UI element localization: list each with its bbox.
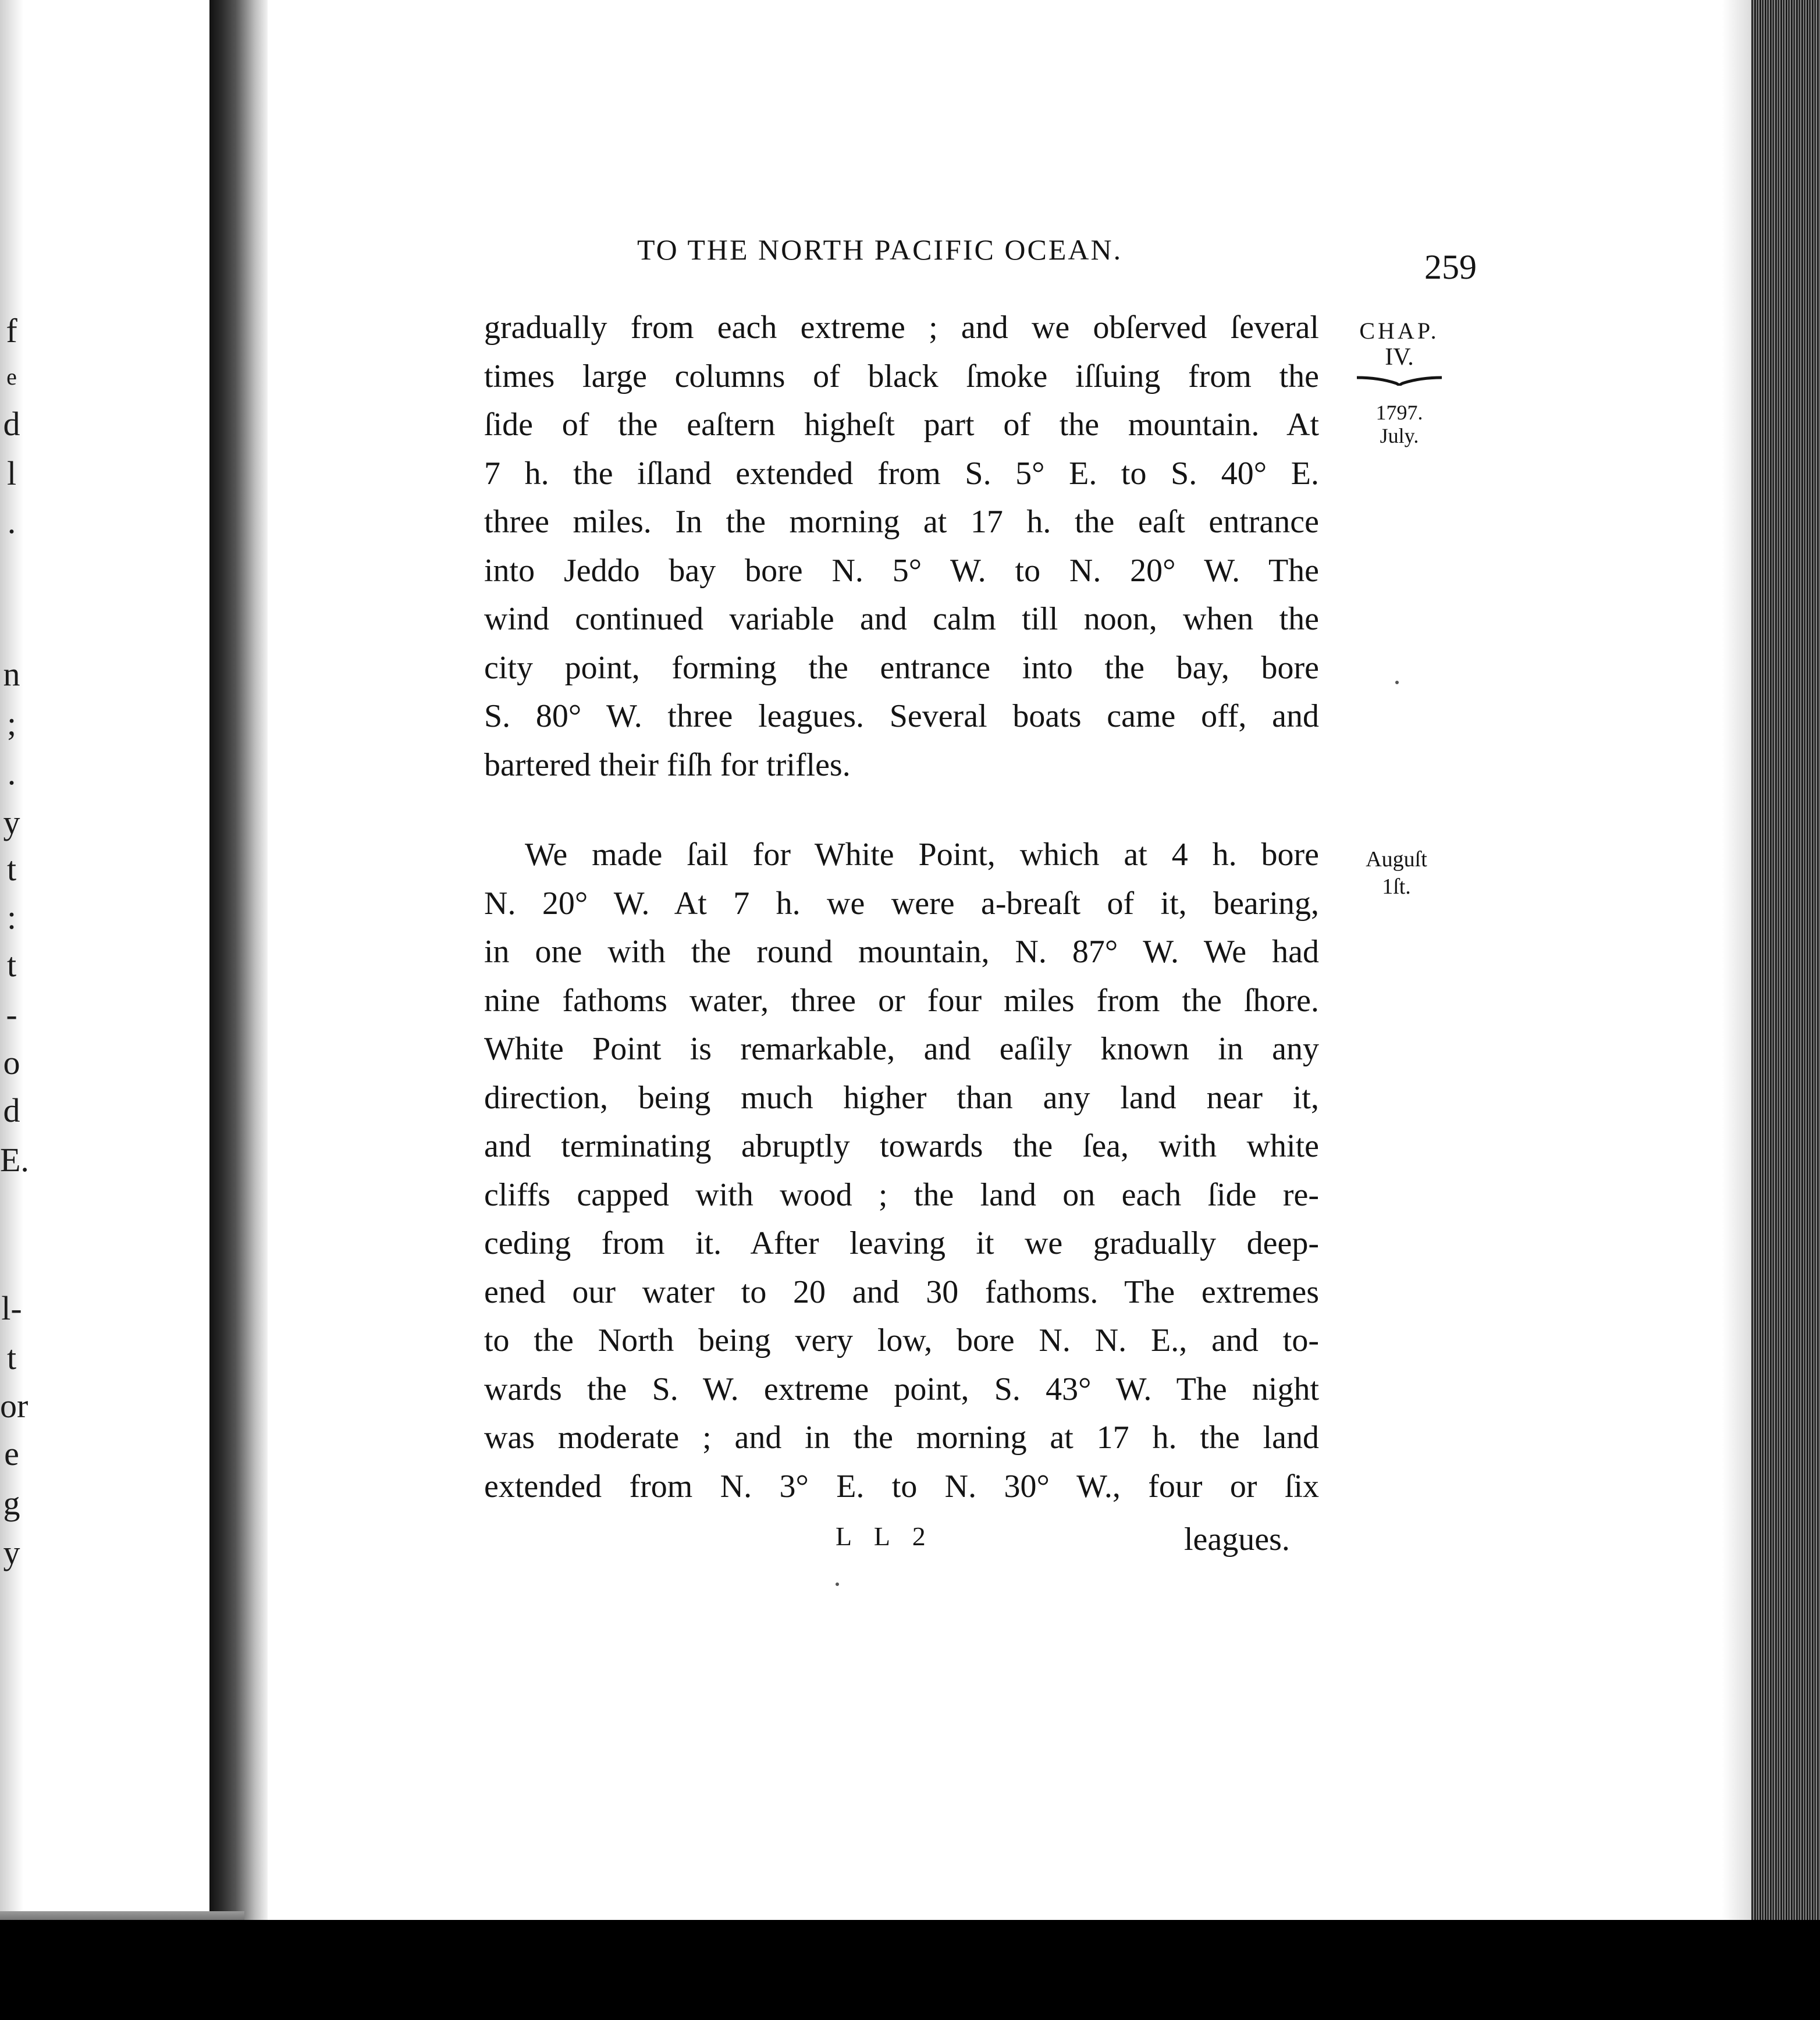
left-page-fragment: d — [3, 405, 20, 443]
margin-year: 1797. — [1375, 401, 1423, 424]
left-page-fragment: f — [6, 312, 17, 350]
left-page-fragment: : — [6, 898, 17, 936]
text-line: was moderate ; and in the morning at 17 h. the land — [484, 1420, 1319, 1456]
text-line: three miles. In the morning at 17 h. the eaſt entrance — [484, 504, 1319, 540]
text-line: S. 80° W. three leagues. Several boats came off, and — [484, 698, 1319, 734]
left-page-fragment: e — [4, 1435, 19, 1473]
text-line: We made ſail for White Point, which at 4 h. bore — [525, 837, 1319, 873]
margin-month: July. — [1380, 424, 1419, 447]
text-line: nine fathoms water, three or four miles from the ſhore. — [484, 982, 1319, 1019]
text-line: wards the S. W. extreme point, S. 43° W. The night — [484, 1371, 1319, 1407]
running-head: TO THE NORTH PACIFIC OCEAN. — [637, 233, 1123, 266]
left-page-fragment: - — [6, 995, 17, 1033]
text-line: to the North being very low, bore N. N. E., and to- — [484, 1322, 1319, 1358]
text-line: wind continued variable and calm till noon, when the — [484, 601, 1319, 637]
text-line: extended from N. 3° E. to N. 30° W., four or ſix — [484, 1468, 1319, 1505]
signature-mark: L L 2 — [836, 1521, 934, 1551]
brace-ornament-icon — [1356, 375, 1443, 386]
margin-august-day: 1ſt. — [1382, 874, 1411, 899]
left-page-fragment: g — [3, 1484, 20, 1522]
page-number: 259 — [1424, 248, 1477, 286]
text-line: ened our water to 20 and 30 fathoms. The extremes — [484, 1274, 1319, 1310]
book-fore-edge — [1751, 0, 1820, 1949]
left-page-fragment: l — [6, 454, 17, 492]
left-page-fragment: ; — [6, 705, 17, 742]
left-page-fragment: t — [6, 1339, 17, 1377]
left-page-fragment: . — [7, 754, 16, 792]
scan-bottom-background — [0, 1920, 1820, 2020]
margin-chapter-number: IV. — [1385, 344, 1414, 371]
left-page-fragment: E. — [0, 1141, 29, 1179]
text-line: White Point is remarkable, and eaſily known in any — [484, 1031, 1319, 1067]
text-line: cliffs capped with wood ; the land on each ſide re- — [484, 1176, 1319, 1213]
text-line: direction, being much higher than any land near it, — [484, 1079, 1319, 1116]
left-page-fragment: n — [3, 655, 20, 693]
text-line: and terminating abruptly towards the ſea, with white — [484, 1128, 1319, 1164]
left-page-fragment: o — [3, 1044, 20, 1082]
margin-august-label: Auguſt — [1366, 847, 1427, 872]
left-page-fragment: . — [7, 503, 16, 540]
text-line: city point, forming the entrance into the bay, bore — [484, 649, 1319, 686]
left-page-fragment: y — [3, 1534, 20, 1571]
text-line: gradually from each extreme ; and we obſerved ſeveral — [484, 310, 1319, 346]
text-line: into Jeddo bay bore N. 5° W. to N. 20° W. The — [484, 552, 1319, 589]
text-line: ſide of the eaſtern higheſt part of the mountain. At — [484, 407, 1319, 443]
catchword: leagues. — [1184, 1521, 1290, 1557]
text-line: in one with the round mountain, N. 87° W. We had — [484, 934, 1319, 970]
left-page-fragment: t — [6, 946, 17, 984]
margin-chapter-label: CHAP. — [1359, 318, 1439, 344]
text-line: 7 h. the iſland extended from S. 5° E. to S. 40° E. — [484, 455, 1319, 492]
scan-speck — [836, 1582, 839, 1586]
paragraph-2 — [484, 831, 1319, 1511]
left-page-fragment: d — [3, 1091, 20, 1129]
text-line: times large columns of black ſmoke iſſuing from the — [484, 358, 1319, 394]
text-line: N. 20° W. At 7 h. we were a-breaſt of it, bearing, — [484, 885, 1319, 922]
text-line: ceding from it. After leaving it we gradually deep- — [484, 1225, 1319, 1261]
left-facing-page — [0, 0, 209, 1914]
book-gutter — [209, 0, 268, 1920]
left-page-fragment: e — [6, 364, 17, 390]
scan-speck — [1395, 681, 1399, 684]
text-line: bartered their fiſh for trifles. — [484, 746, 851, 783]
left-page-fragment: y — [3, 803, 20, 841]
left-page-fragment: l- — [1, 1289, 22, 1327]
left-page-fragment: or — [0, 1387, 29, 1425]
paragraph-1 — [484, 304, 1319, 789]
left-page-fragment: t — [6, 850, 17, 888]
